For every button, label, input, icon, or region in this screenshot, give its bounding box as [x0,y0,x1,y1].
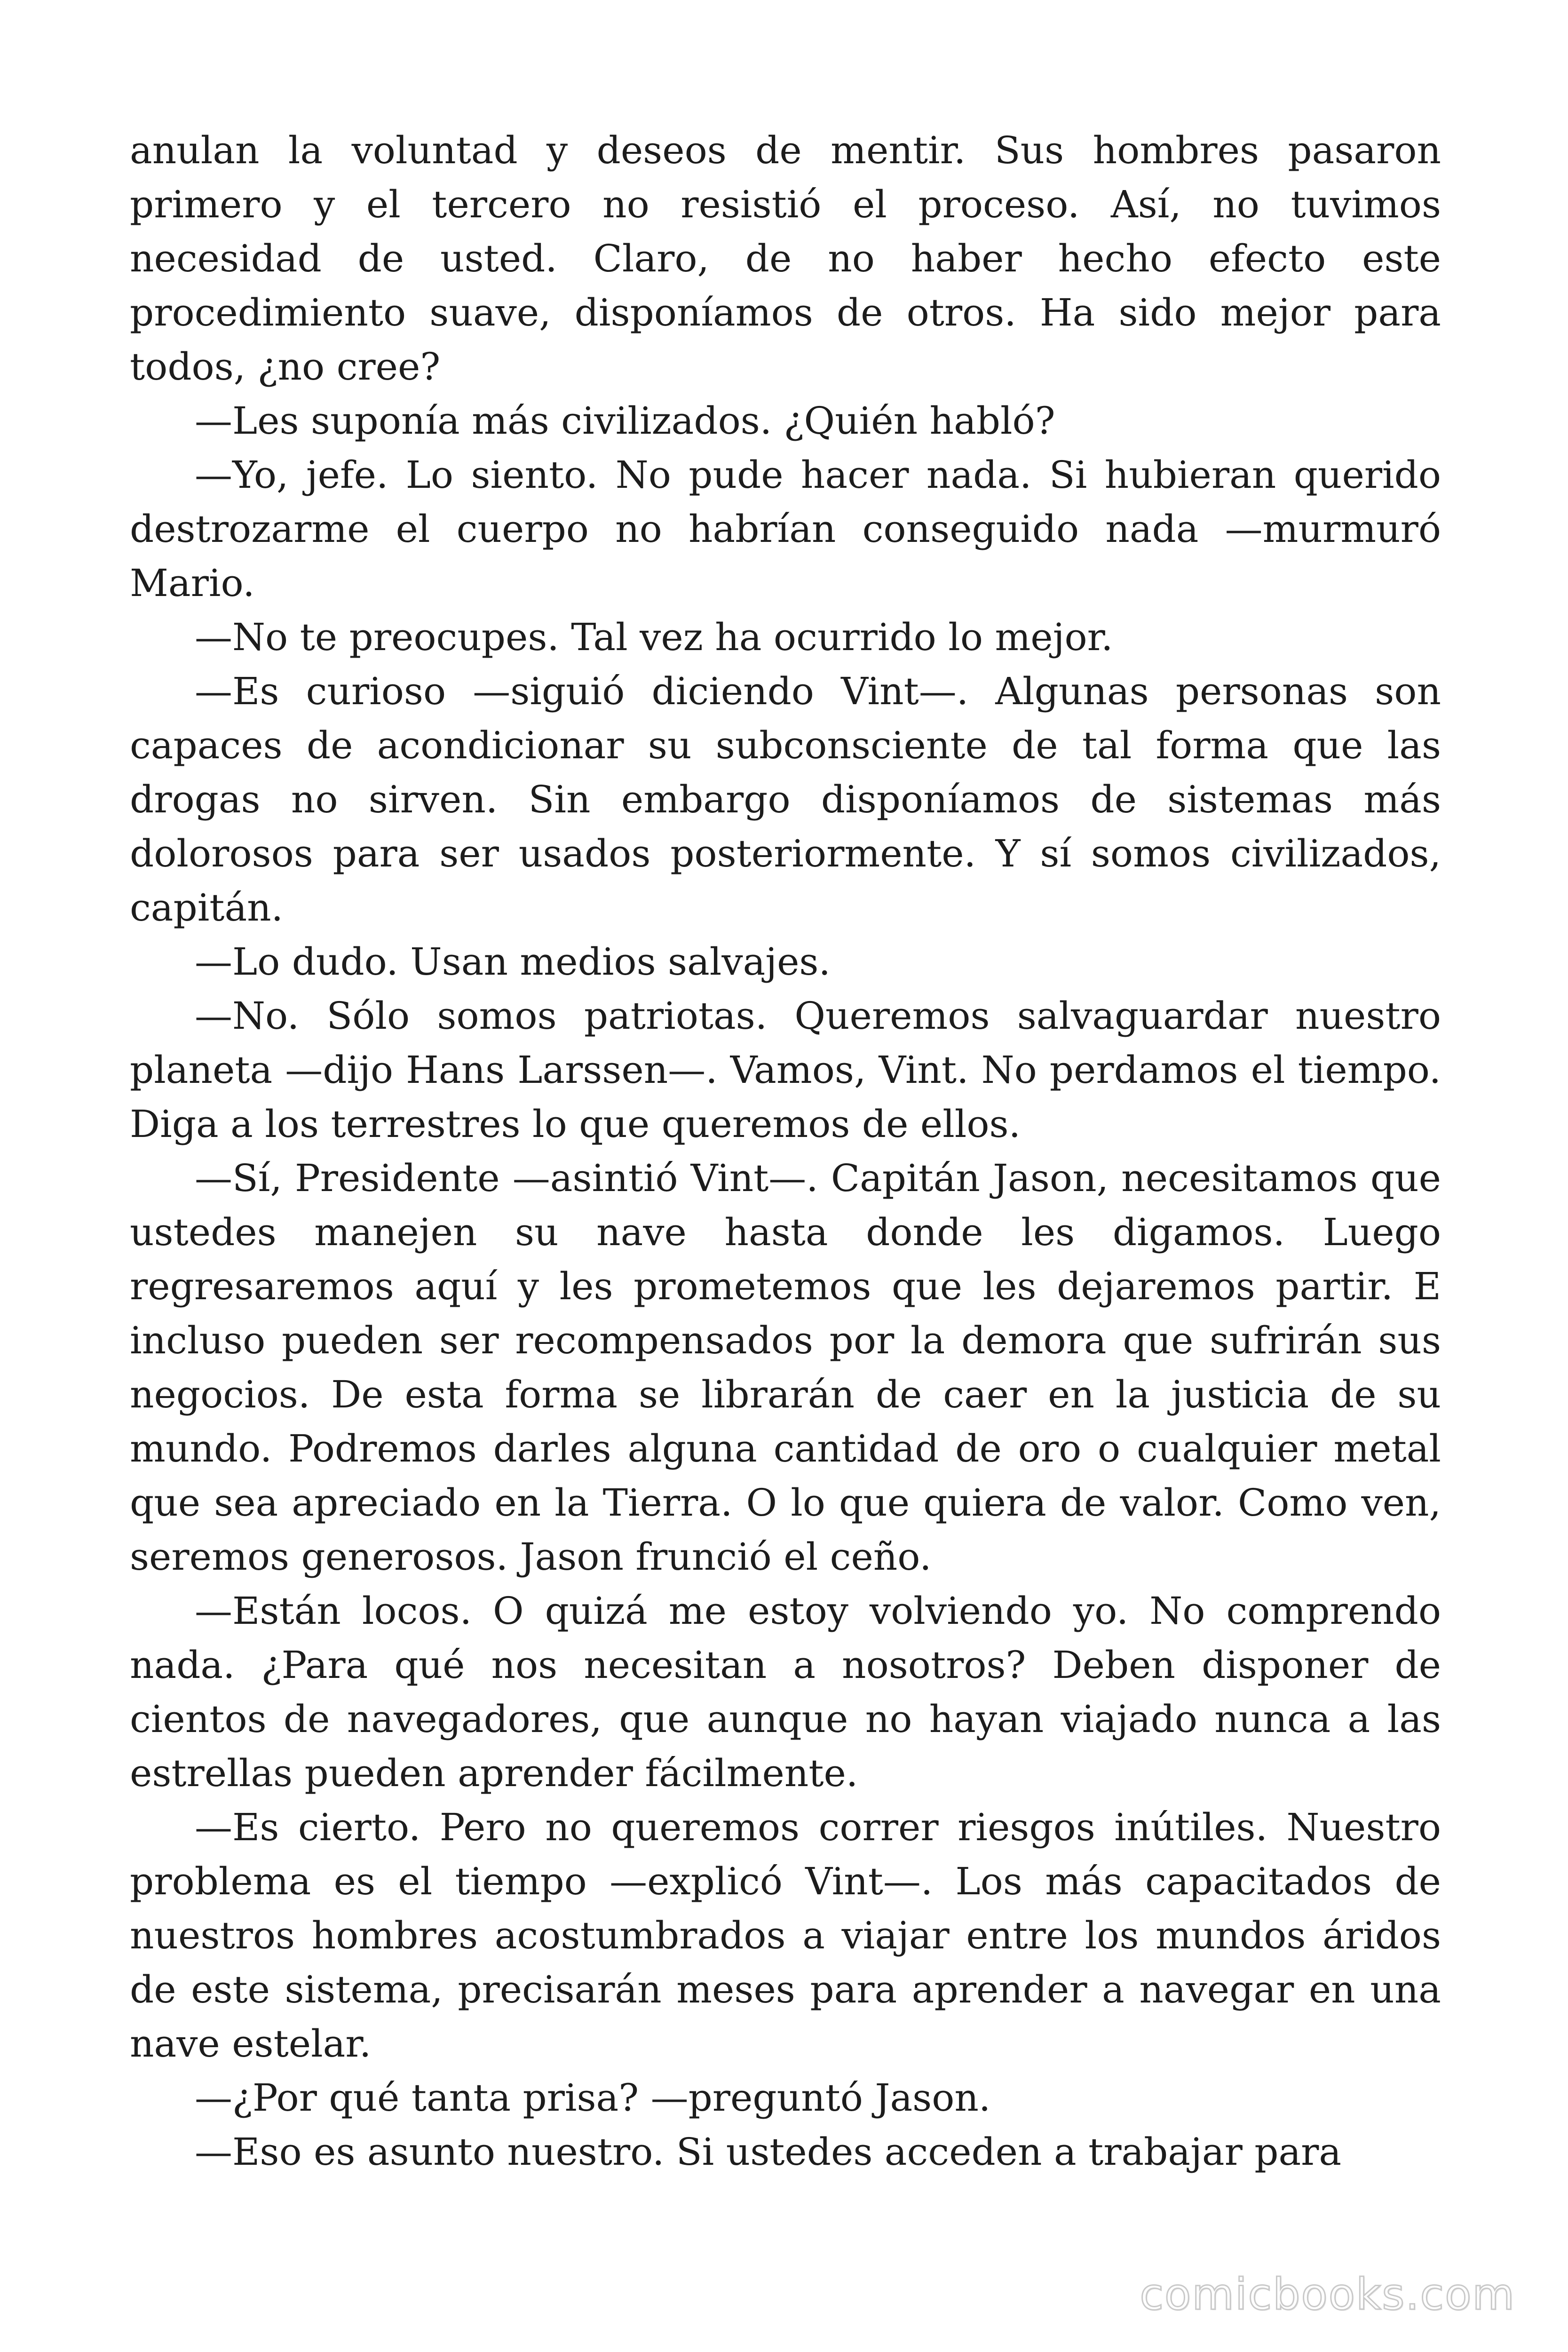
paragraph: —Eso es asunto nuestro. Si ustedes acceden a trabajar para [195,2130,1342,2174]
paragraph: —Sí, Presidente —asintió Vint—. Capitán Jason, necesitamos que ustedes manejen su nave hasta donde les digamos. Luego regresaremos aquí y les prometemos que les dejaremos partir. E incluso pueden ser recompensados por la demora que sufrirán sus negocios. De esta forma se librarán de caer en la justicia de su mundo. Podremos darles alguna cantidad de oro o cualquier metal que sea apreciado en la Tierra. O lo que quiera de valor. Como ven, seremos generosos. Jason frunció el ceño. [130,1156,1441,1579]
paragraph: —No te preocupes. Tal vez ha ocurrido lo mejor. [195,615,1113,659]
paragraph: —No. Sólo somos patriotas. Queremos salvaguardar nuestro planeta —dijo Hans Larssen—. Vamos, Vint. No perdamos el tiempo. Diga a los terrestres lo que queremos de ellos. [130,994,1441,1146]
watermark: comicbooks.com [1140,2269,1515,2320]
page-body [130,123,1441,2179]
paragraph: —¿Por qué tanta prisa? —preguntó Jason. [195,2076,991,2120]
paragraph: —Es curioso —siguió diciendo Vint—. Algunas personas son capaces de acondicionar su subconsciente de tal forma que las drogas no sirven. Sin embargo disponíamos de sistemas más dolorosos para ser usados posteriormente. Y sí somos civilizados, capitán. [130,669,1441,930]
paragraph: —Es cierto. Pero no queremos correr riesgos inútiles. Nuestro problema es el tiempo —explicó Vint—. Los más capacitados de nuestros hombres acostumbrados a viajar entre los mundos áridos de este sistema, precisarán meses para aprender a navegar en una nave estelar. [130,1805,1441,2066]
paragraph: —Les suponía más civilizados. ¿Quién habló? [195,399,1055,443]
paragraph: —Lo dudo. Usan medios salvajes. [195,940,831,984]
paragraph: anulan la voluntad y deseos de mentir. Sus hombres pasaron primero y el tercero no resistió el proceso. Así, no tuvimos necesidad de usted. Claro, de no haber hecho efecto este procedimiento suave, disponíamos de otros. Ha sido mejor para todos, ¿no cree? [130,128,1441,389]
paragraph: —Están locos. O quizá me estoy volviendo yo. No comprendo nada. ¿Para qué nos necesitan a nosotros? Deben disponer de cientos de navegadores, que aunque no hayan viajado nunca a las estrellas pueden aprender fácilmente. [130,1589,1441,1795]
paragraph: —Yo, jefe. Lo siento. No pude hacer nada. Si hubieran querido destrozarme el cuerpo no habrían conseguido nada —murmuró Mario. [130,453,1441,605]
